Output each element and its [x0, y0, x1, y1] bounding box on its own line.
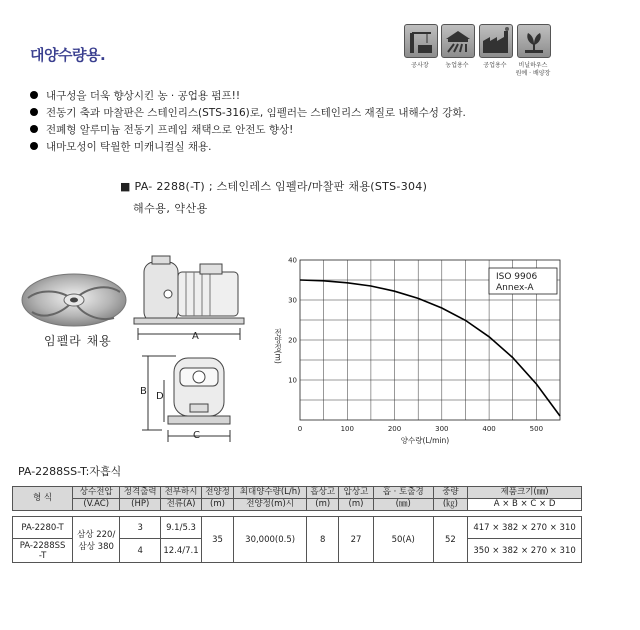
cell-capacity: 30,000(0.5): [234, 517, 307, 563]
feature-item: 전동기 축과 마찰판은 스테인리스(STS-316)로, 임펠러는 스테인리스 재질로 내해수성 강화.: [30, 105, 466, 120]
bullet-icon: [30, 108, 38, 116]
chart-x-tick-label: 0: [297, 425, 303, 433]
chart-x-tick-label: 400: [482, 425, 496, 433]
cell-size: 417 × 382 × 270 × 310: [468, 517, 582, 539]
icon-label-greenhouse: 비닐하우스: [518, 62, 548, 69]
pump-side-drawing: [130, 250, 250, 350]
model-note-line2: 해수용, 약산용: [133, 202, 208, 215]
cell-model: PA-2280-T: [13, 517, 73, 539]
col-header-weight: 중량: [433, 487, 467, 499]
icon-label-agriculture: 농업용수: [445, 62, 469, 69]
feature-item: 내마모성이 탁월한 미캐니컬실 채용.: [30, 139, 212, 154]
dimension-label-a: A: [192, 331, 199, 342]
bullet-icon: [30, 125, 38, 133]
chart-series-line: [300, 280, 560, 416]
col-header-capacity: 최대양수량(L/h): [234, 487, 307, 499]
chart-y-axis-label: 전양정(m): [273, 328, 283, 364]
cell-size: 350 × 382 × 270 × 310: [468, 539, 582, 563]
col-unit-output: (HP): [120, 499, 161, 511]
construction-site-icon: [404, 24, 438, 58]
table-header-unit-row: [13, 499, 582, 511]
col-header-output: 정격출력: [120, 487, 161, 499]
col-unit-head: (m): [201, 499, 233, 511]
cell-current: 9.1/5.3: [161, 517, 202, 539]
col-header-voltage: 상수전압: [73, 487, 120, 499]
dimension-label-c: C: [193, 430, 200, 441]
col-unit-weight: (㎏): [433, 499, 467, 511]
col-header-suction: 흡상고: [307, 487, 339, 499]
feature-item: 전폐형 알루미늄 전동기 프레임 채택으로 안전도 향상!: [30, 122, 293, 137]
col-unit-suction: (m): [307, 499, 339, 511]
col-unit-current: 전류(A): [161, 499, 202, 511]
cell-voltage: 삼상 220/ 삼상 380: [73, 517, 120, 563]
industrial-water-icon: [479, 24, 513, 58]
cell-model: PA-2288SS -T: [13, 539, 73, 563]
cell-discharge: 27: [339, 517, 373, 563]
bullet-icon: [30, 91, 38, 99]
icon-label-greenhouse-2: 원예 · 배양장: [515, 70, 551, 77]
icon-label-industrial: 공업용수: [483, 62, 507, 69]
pump-front-drawing: [140, 352, 240, 444]
greenhouse-icon: [517, 24, 551, 58]
cell-weight: 52: [433, 517, 467, 563]
chart-annotation-line1: ISO 9906: [496, 272, 538, 282]
col-header-model: 형 식: [13, 487, 73, 511]
impeller-image: [18, 268, 130, 330]
col-header-current: 전부하시: [161, 487, 202, 499]
table-title: PA-2288SS-T:자흡식: [18, 465, 122, 478]
col-unit-discharge: (m): [339, 499, 373, 511]
chart-annotation-line2: Annex-A: [496, 283, 534, 293]
cell-current: 12.4/7.1: [161, 539, 202, 563]
cell-output: 3: [120, 517, 161, 539]
col-unit-capacity: 전양정(m)시: [234, 499, 307, 511]
cell-suction: 8: [307, 517, 339, 563]
cell-head: 35: [201, 517, 233, 563]
chart-x-tick-label: 200: [387, 425, 402, 433]
cell-output: 4: [120, 539, 161, 563]
col-header-discharge: 압상고: [339, 487, 373, 499]
feature-item: 내구성을 더욱 향상시킨 농 · 공업용 펌프!!: [30, 88, 240, 103]
col-header-head: 전양정: [201, 487, 233, 499]
table-row: [13, 517, 582, 539]
chart-y-tick-label: 10: [288, 376, 297, 385]
chart-x-tick-label: 100: [340, 425, 354, 433]
col-unit-bore: (㎜): [373, 499, 433, 511]
model-note-line1: ■ PA- 2288(-T) ; 스테인레스 임펠라/마찰판 채용(STS-304): [120, 180, 428, 193]
chart-x-axis-label: 양수량(L/min): [400, 436, 450, 445]
chart-y-tick-label: 30: [288, 296, 297, 305]
col-header-size: 제품크기(㎜): [468, 487, 582, 499]
col-header-bore: 흡 · 토출경: [373, 487, 433, 499]
spec-table: [12, 486, 582, 563]
performance-chart: [270, 250, 570, 450]
chart-y-tick-label: 40: [288, 256, 297, 265]
dimension-label-d: D: [156, 391, 164, 402]
col-unit-size: A × B × C × D: [468, 499, 582, 511]
table-header-row: [13, 487, 582, 499]
icon-label-construction: 공사장: [411, 62, 429, 69]
chart-x-tick-label: 300: [435, 425, 449, 433]
col-unit-voltage: (V.AC): [73, 499, 120, 511]
impeller-caption: 임펠라 채용: [44, 334, 112, 348]
chart-y-tick-label: 20: [288, 336, 297, 345]
cell-bore: 50(A): [373, 517, 433, 563]
page-title: 대양수량용.: [30, 46, 106, 64]
bullet-icon: [30, 142, 38, 150]
agriculture-water-icon: [441, 24, 475, 58]
dimension-label-b: B: [140, 386, 147, 397]
chart-x-tick-label: 500: [529, 425, 544, 433]
